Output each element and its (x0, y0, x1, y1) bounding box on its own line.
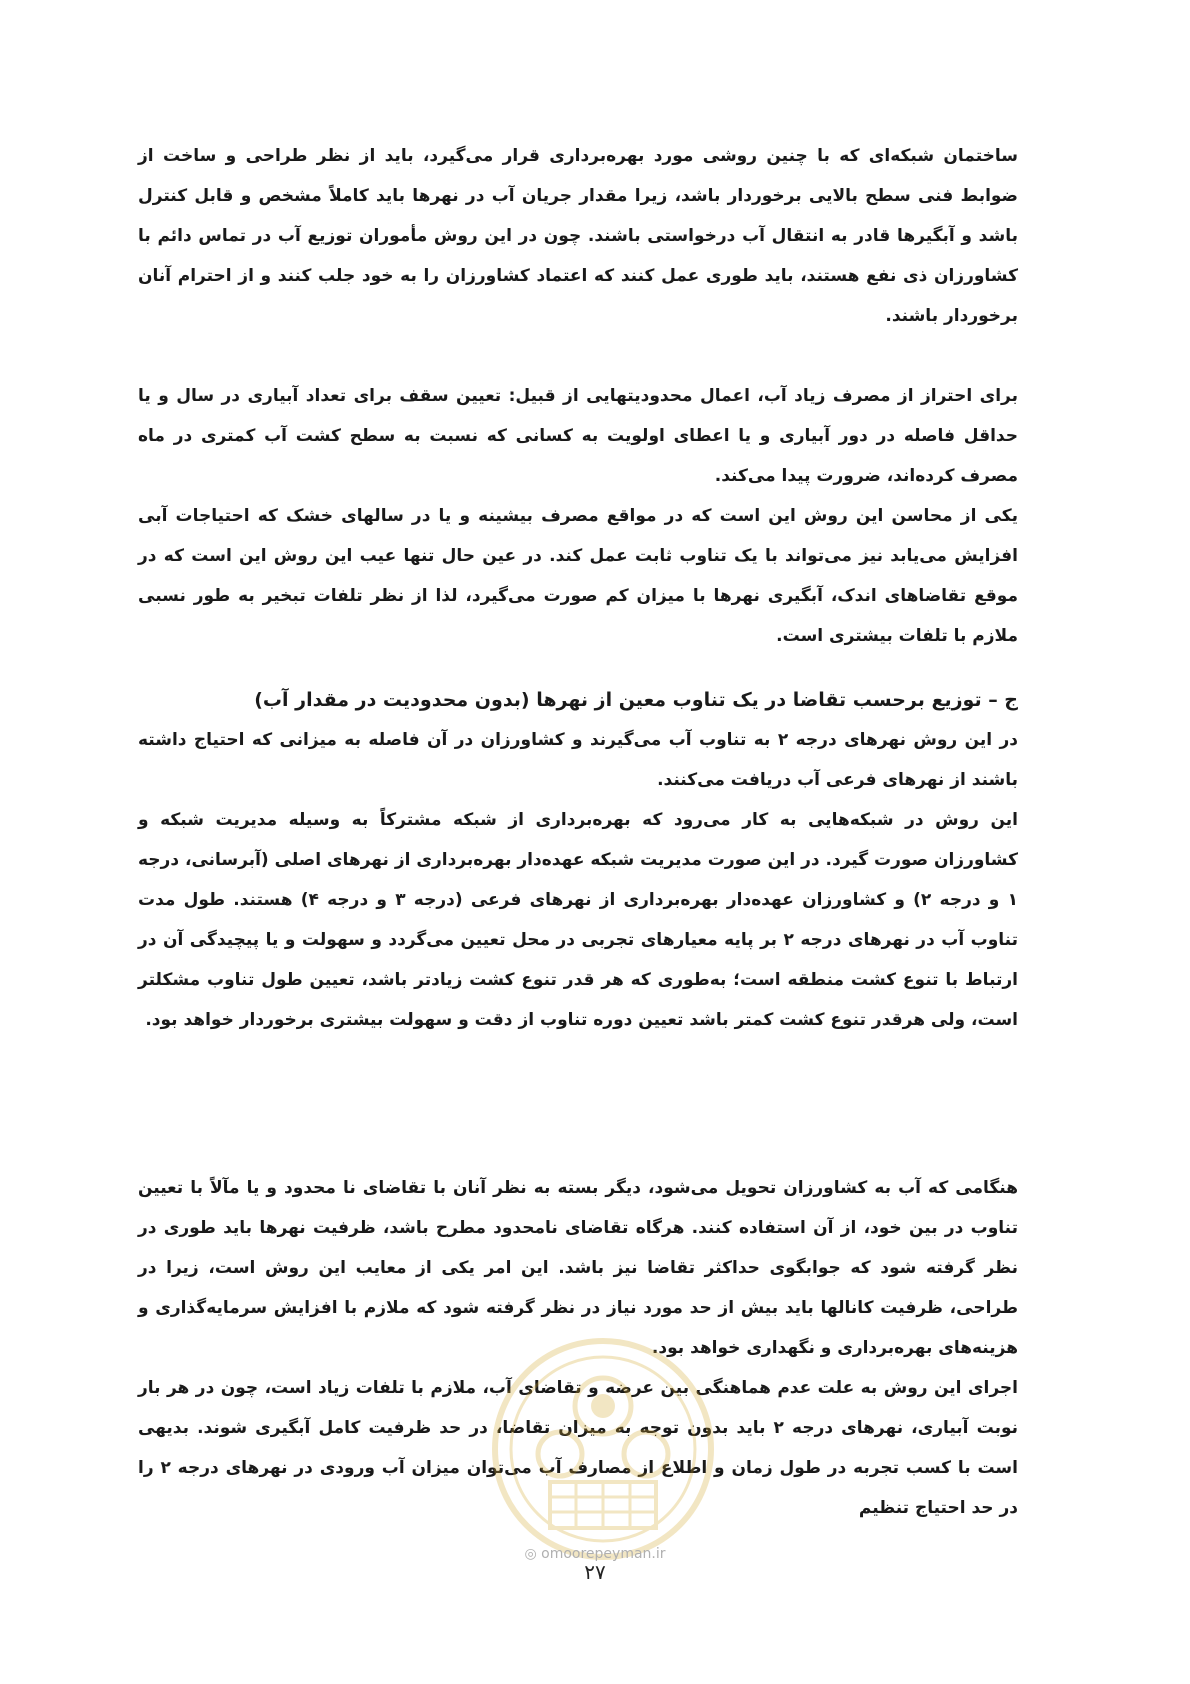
paragraph: در این روش نهرهای درجه ۲ به تناوب آب می‌گیرند و کشاورزان در آن فاصله به میزانی که احتیاج داشته باشند از نهرهای فرعی آب دریافت می‌کنند. (138, 730, 1018, 790)
paragraph: ساختمان شبکه‌ای که با چنین روشی مورد بهره‌برداری قرار می‌گیرد، باید از نظر طراحی و ساخت از ضوابط فنی سطح بالایی برخوردار باشد، زیرا مقدار جریان آب در نهرها باید کاملاً مشخص و قابل کنترل باشد و آبگیرها قادر به انتقال آب درخواستی باشند. چون در این روش مأموران توزیع آب در تماس دائم با کشاورزان ذی نفع هستند، باید طوری عمل کنند که اعتماد کشاورزان را به خود جلب کنند و از احترام آنان برخوردار باشند. (138, 146, 1018, 326)
page-number: ۲۷ (584, 1560, 606, 1584)
section-heading: ج – توزیع برحسب تقاضا در یک تناوب معین از نهرها (بدون محدودیت در مقدار آب) (254, 689, 1018, 711)
text-block-2 (138, 376, 1018, 656)
paragraph: برای احتراز از مصرف زیاد آب، اعمال محدودیتهایی از قبیل: تعیین سقف برای تعداد آبیاری در سال و یا حداقل فاصله در دور آبیاری و یا اعطای اولویت به کسانی که نسبت به سطح کشت آب کمتری در ماه مصرف کرده‌اند، ضرورت پیدا می‌کند. (138, 386, 1018, 486)
watermark-url: ◎ omoorepeyman.ir (524, 1546, 666, 1562)
paragraph: این روش در شبکه‌هایی به کار می‌رود که بهره‌برداری از شبکه مشترکاً به وسیله مدیریت شبکه و کشاورزان صورت گیرد. در این صورت مدیریت شبکه عهده‌دار بهره‌برداری از نهرهای اصلی (آبرسانی، درجه ۱ و درجه ۲) و کشاورزان عهده‌دار بهره‌برداری از نهرهای فرعی (درجه ۳ و درجه ۴) هستند. طول مدت تناوب آب در نهرهای درجه ۲ بر پایه معیارهای تجربی در محل تعیین می‌گردد و سهولت و یا پیچیدگی آن در ارتباط با تنوع کشت منطقه است؛ به‌طوری که هر قدر تنوع کشت زیادتر باشد، تعیین طول تناوب مشکلتر است، ولی هرقدر تنوع کشت کمتر باشد تعیین دوره تناوب از دقت و سهولت بیشتری برخوردار خواهد بود. (138, 810, 1018, 1030)
instagram-icon: ◎ (524, 1546, 537, 1562)
watermark-logo (488, 1334, 718, 1564)
paragraph: هنگامی که آب به کشاورزان تحویل می‌شود، دیگر بسته به نظر آنان با تقاضای نا محدود و یا مآلاً با تعیین تناوب در بین خود، از آن استفاده کنند. هرگاه تقاضای نامحدود مطرح باشد، ظرفیت نهرها باید طوری در نظر گرفته شود که جوابگوی حداکثر تقاضا نیز باشد. این امر یکی از معایب این روش است، زیرا در طراحی، ظرفیت کانالها باید بیش از حد مورد نیاز در نظر گرفته شود که ملازم با افزایش سرمایه‌گذاری و هزینه‌های بهره‌برداری و نگهداری خواهد بود. (138, 1178, 1018, 1358)
text-block-3 (138, 680, 1018, 1040)
paragraph: اجرای این روش به علت عدم هماهنگی بین عرضه و تقاضای آب، ملازم با تلفات زیاد است، چون در هر بار نوبت آبیاری، نهرهای درجه ۲ باید بدون توجه به میزان تقاضا، در حد ظرفیت کامل آبگیری شوند. بدیهی است با کسب تجربه در طول زمان و اطلاع از مصارف آب می‌توان میزان آب ورودی در نهرهای درجه ۲ را در حد احتیاج تنظیم (138, 1378, 1018, 1518)
text-block-1 (138, 136, 1018, 336)
paragraph: یکی از محاسن این روش این است که در مواقع مصرف بیشینه و یا در سالهای خشک که احتیاجات آبی افزایش می‌یابد نیز می‌تواند با یک تناوب ثابت عمل کند. در عین حال تنها عیب این روش این است که در موقع تقاضاهای اندک، آبگیری نهرها با میزان کم صورت می‌گیرد، لذا از نظر تلفات تبخیر به طور نسبی ملازم با تلفات بیشتری است. (138, 506, 1018, 646)
